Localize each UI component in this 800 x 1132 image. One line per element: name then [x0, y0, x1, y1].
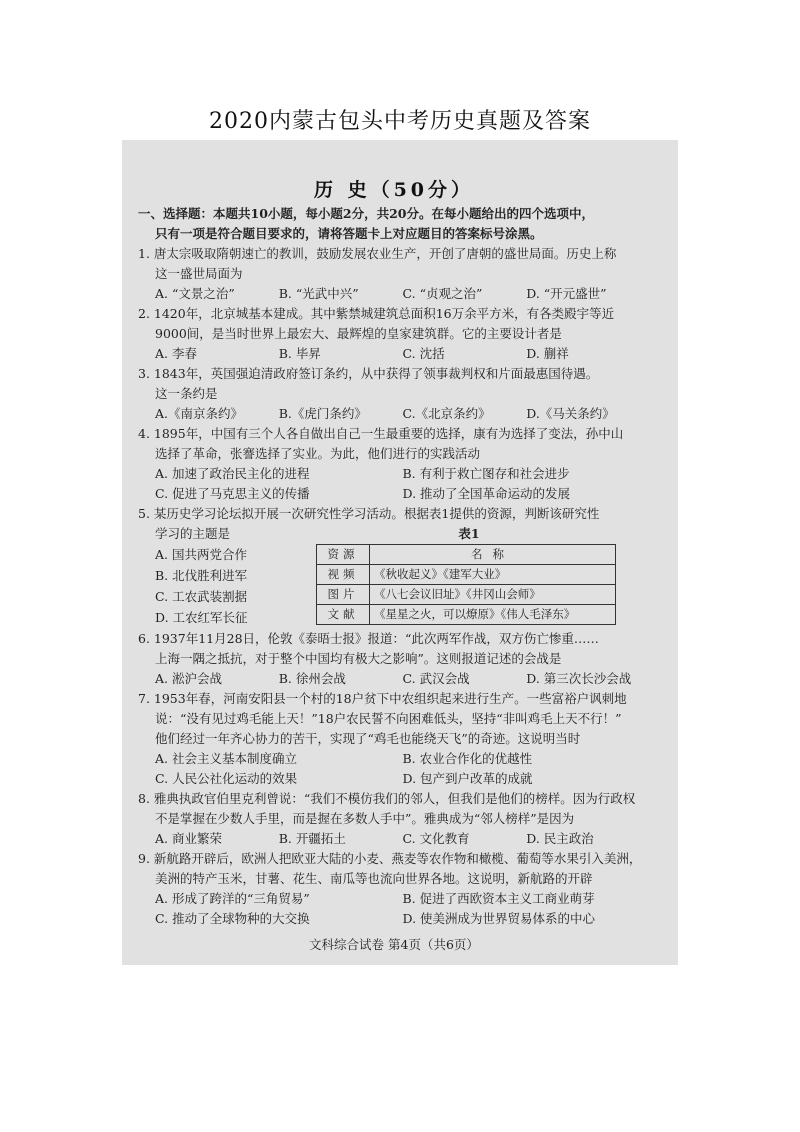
- question-3-line1: 3. 1843年，英国强迫清政府签订条约，从中获得了领事裁判权和片面最惠国待遇。: [138, 366, 599, 381]
- question-8-options: [138, 829, 650, 849]
- option-d: D.《马关条约》: [526, 406, 615, 421]
- table-cell-name: 《秋收起义》《建军大业》: [370, 565, 616, 585]
- table-cell-type: 文献: [317, 605, 370, 625]
- question-8-line2: 不是掌握在少数人手里，而是握在多数人手中”。雅典成为“邻人榜样”是因为: [155, 811, 575, 826]
- exam-heading: 历 史（50分）: [313, 179, 475, 201]
- exam-page-scan: [122, 140, 678, 965]
- question-4-options-row2: [138, 484, 650, 504]
- option-a: A.《南京条约》: [155, 406, 244, 421]
- option-b: B. 北伐胜利进军: [155, 568, 248, 583]
- option-d: D. 工农红军长征: [155, 610, 248, 625]
- resource-table: [316, 544, 616, 625]
- question-9-options-row2: [138, 909, 650, 929]
- option-c: C.《北京条约》: [402, 406, 491, 421]
- option-b: B. 有利于救亡图存和社会进步: [402, 466, 570, 481]
- question-6-line1: 6. 1937年11月28日，伦敦《泰晤士报》报道：“此次两军作战，双方伤亡惨重……: [138, 631, 599, 646]
- question-5-line2: 学习的主题是: [155, 526, 231, 541]
- option-b: B. 徐州会战: [278, 671, 346, 686]
- resource-table-area: [316, 524, 622, 629]
- option-b: B.《虎门条约》: [278, 406, 367, 421]
- table-cell-type: 图片: [317, 585, 370, 605]
- table-header-cell: 名称: [370, 545, 616, 565]
- table-header-cell: 资源: [317, 545, 370, 565]
- question-6-line2: 上海一隅之抵抗，对于整个中国均有极大之影响”。这则报道记述的会战是: [155, 651, 562, 666]
- question-4-line1: 4. 1895年，中国有三个人各自做出自己一生最重要的选择，康有为选择了变法，孙中山: [138, 426, 624, 441]
- table-caption: 表1: [458, 526, 480, 541]
- section-instructions-line1: 一、选择题：本题共10小题，每小题2分，共20分。在每小题给出的四个选项中，: [138, 206, 594, 221]
- question-2-options: [138, 344, 650, 364]
- option-a: A. 李春: [155, 346, 197, 361]
- option-b: B. 开疆拓土: [278, 831, 346, 846]
- option-c: C. 文化教育: [402, 831, 470, 846]
- question-9-line1: 9. 新航路开辟后，欧洲人把欧亚大陆的小麦、燕麦等农作物和橄榄、葡萄等水果引入美洲，: [138, 851, 642, 866]
- option-d: D. 推动了全国革命运动的发展: [402, 486, 571, 501]
- option-c: C. 人民公社化运动的效果: [155, 771, 298, 786]
- option-d: D. 第三次长沙会战: [526, 671, 632, 686]
- question-7-options-row2: [138, 769, 650, 789]
- question-5-body: [138, 524, 650, 629]
- option-d: D. “开元盛世”: [526, 286, 607, 301]
- table-row: [317, 585, 616, 605]
- question-2-line1: 2. 1420年，北京城基本建成。其中紫禁城建筑总面积16万余平方米，有各类殿宇等近: [138, 306, 615, 321]
- question-7-line2: 说：“没有见过鸡毛能上天！”18户农民誓不向困难低头，坚持“非叫鸡毛上天不行！”: [155, 711, 622, 726]
- option-b: B. “光武中兴”: [278, 286, 359, 301]
- option-c: C. “贞观之治”: [402, 286, 483, 301]
- option-c: C. 推动了全球物种的大交换: [155, 911, 310, 926]
- option-d: D. 民主政治: [526, 831, 594, 846]
- question-2-line2: 9000间，是当时世界上最宏大、最辉煌的皇家建筑群。它的主要设计者是: [155, 326, 562, 341]
- question-9-line2: 美洲的特产玉米，甘薯、花生、南瓜等也流向世界各地。这说明，新航路的开辟: [155, 871, 593, 886]
- section-instructions-line2: 只有一项是符合题目要求的，请将答题卡上对应题目的答案标号涂黑。: [155, 226, 543, 241]
- option-a: A. 加速了政治民主化的进程: [155, 466, 310, 481]
- table-row: [317, 565, 616, 585]
- option-c: C. 沈括: [402, 346, 445, 361]
- question-7-line1: 7. 1953年春，河南安阳县一个村的18户贫下中农组织起来进行生产。一些富裕户讽刺地: [138, 691, 627, 706]
- question-7-line3: 他们经过一年齐心协力的苦干，实现了“鸡毛也能绕天飞”的奇迹。这说明当时: [155, 731, 581, 746]
- option-a: A. 淞沪会战: [155, 671, 222, 686]
- document-title: 2020内蒙古包头中考历史真题及答案: [209, 109, 591, 134]
- option-a: A. 形成了跨洋的“三角贸易”: [155, 891, 310, 906]
- question-4-options-row1: [138, 464, 650, 484]
- question-3-line2: 这一条约是: [155, 386, 218, 401]
- option-b: B. 毕昇: [278, 346, 321, 361]
- question-5-options: [138, 524, 316, 629]
- question-5-line1: 5. 某历史学习论坛拟开展一次研究性学习活动。根据表1提供的资源，判断该研究性: [138, 506, 600, 521]
- option-a: A. “文景之治”: [155, 286, 235, 301]
- option-d: D. 蒯祥: [526, 346, 569, 361]
- option-a: A. 社会主义基本制度确立: [155, 751, 297, 766]
- question-1-options: [138, 284, 650, 304]
- option-d: D. 使美洲成为世界贸易体系的中心: [402, 911, 596, 926]
- question-1-line2: 这一盛世局面为: [155, 266, 243, 281]
- page-footer: 文科综合试卷 第4页（共6页）: [309, 937, 479, 952]
- option-c: C. 促进了马克思主义的传播: [155, 486, 310, 501]
- question-4-line2: 选择了革命，张謇选择了实业。为此，他们进行的实践活动: [155, 446, 481, 461]
- question-6-options: [138, 669, 650, 689]
- option-c: C. 工农武装割据: [155, 589, 248, 604]
- question-3-options: [138, 404, 650, 424]
- option-b: B. 农业合作化的优越性: [402, 751, 533, 766]
- option-d: D. 包产到户改革的成就: [402, 771, 533, 786]
- option-b: B. 促进了西欧资本主义工商业萌芽: [402, 891, 595, 906]
- table-cell-name: 《八七会议旧址》《井冈山会师》: [370, 585, 616, 605]
- question-1-line1: 1. 唐太宗吸取隋朝速亡的教训，鼓励发展农业生产，开创了唐朝的盛世局面。历史上称: [138, 246, 617, 261]
- table-cell-name: 《星星之火，可以燎原》《伟人毛泽东》: [370, 605, 616, 625]
- option-a: A. 国共两党合作: [155, 547, 247, 562]
- option-c: C. 武汉会战: [402, 671, 470, 686]
- table-cell-type: 视频: [317, 565, 370, 585]
- question-7-options-row1: [138, 749, 650, 769]
- question-8-line1: 8. 雅典执政官伯里克利曾说：“我们不模仿我们的邻人，但我们是他们的榜样。因为行政权: [138, 791, 636, 806]
- table-row: [317, 605, 616, 625]
- question-9-options-row1: [138, 889, 650, 909]
- option-a: A. 商业繁荣: [155, 831, 222, 846]
- table-header-row: [317, 545, 616, 565]
